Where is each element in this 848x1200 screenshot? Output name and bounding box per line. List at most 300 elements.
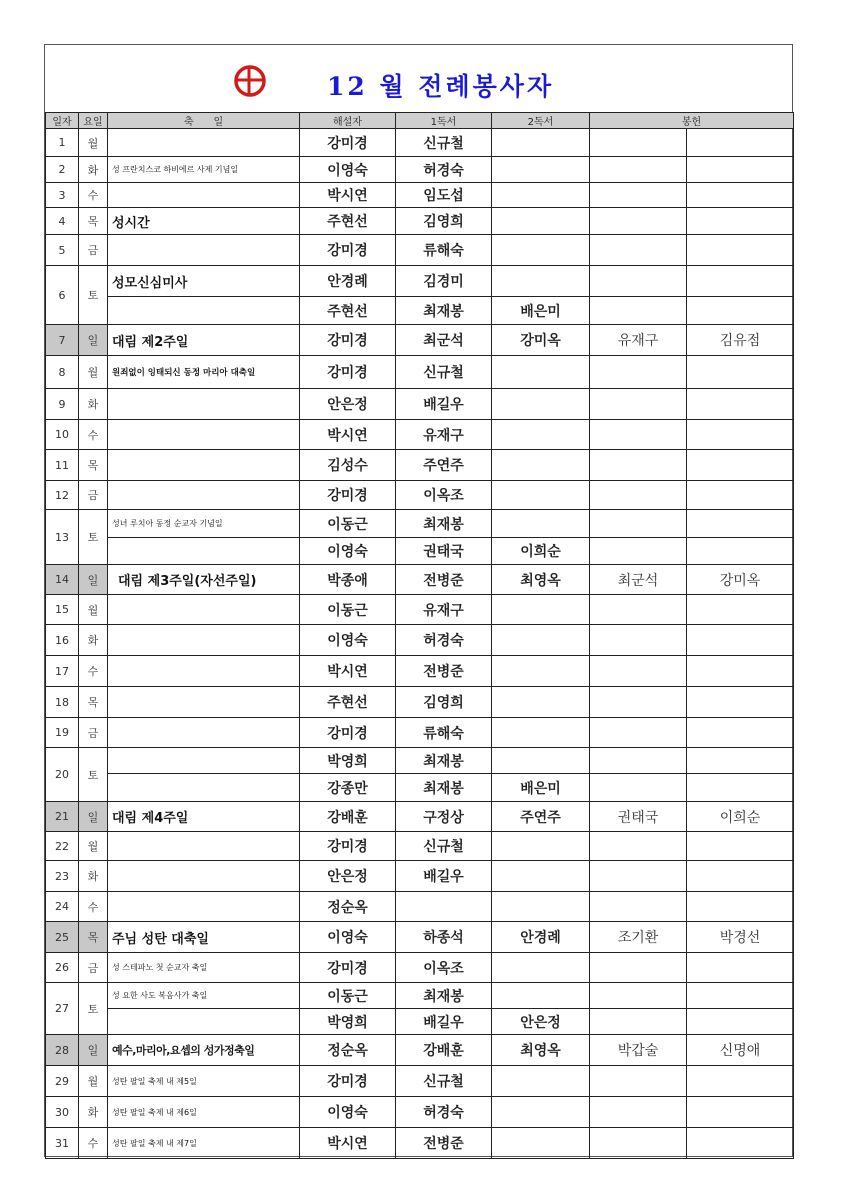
reader1-cell: 유재구 bbox=[396, 595, 492, 625]
reader2-cell: 이희순 bbox=[492, 538, 590, 565]
feast-cell bbox=[108, 656, 300, 687]
offertory2-cell: 박경선 bbox=[687, 922, 794, 953]
feast-cell bbox=[108, 538, 300, 565]
commentator-cell: 안경례 bbox=[300, 266, 396, 297]
offertory1-cell bbox=[590, 861, 687, 892]
feast-cell bbox=[108, 892, 300, 922]
feast-cell: 성탄 팔일 축제 내 제5일 bbox=[108, 1066, 300, 1097]
date-cell: 7 bbox=[46, 325, 79, 356]
offertory1-cell bbox=[590, 953, 687, 983]
weekday-cell: 일 bbox=[79, 565, 108, 595]
offertory2-cell: 김유점 bbox=[687, 325, 794, 356]
reader1-cell: 강배훈 bbox=[396, 1035, 492, 1066]
commentator-cell: 이영숙 bbox=[300, 1097, 396, 1128]
offertory2-cell bbox=[687, 983, 794, 1009]
weekday-cell: 화 bbox=[79, 157, 108, 183]
reader2-cell bbox=[492, 510, 590, 538]
offertory2-cell bbox=[687, 774, 794, 802]
table-row bbox=[46, 802, 794, 832]
schedule-table bbox=[45, 112, 794, 1159]
weekday-cell: 화 bbox=[79, 861, 108, 892]
feast-cell: 성녀 루치아 동정 순교자 기념일 bbox=[108, 510, 300, 538]
offertory2-cell bbox=[687, 861, 794, 892]
feast-cell bbox=[108, 861, 300, 892]
date-cell: 30 bbox=[46, 1097, 79, 1128]
feast-cell bbox=[108, 1009, 300, 1035]
feast-cell: 원죄없이 잉태되신 동정 마리아 대축일 bbox=[108, 356, 300, 389]
reader2-cell bbox=[492, 266, 590, 297]
offertory2-cell bbox=[687, 1128, 794, 1159]
date-cell: 3 bbox=[46, 183, 79, 208]
table-row bbox=[46, 1066, 794, 1097]
reader1-cell: 권태국 bbox=[396, 538, 492, 565]
commentator-cell: 이동근 bbox=[300, 983, 396, 1009]
feast-cell bbox=[108, 595, 300, 625]
commentator-cell: 박시연 bbox=[300, 1128, 396, 1159]
commentator-cell: 강미경 bbox=[300, 356, 396, 389]
reader2-cell bbox=[492, 157, 590, 183]
feast-cell bbox=[108, 389, 300, 420]
reader1-cell: 하종석 bbox=[396, 922, 492, 953]
page-title: 12 월 전례봉사자 bbox=[327, 72, 555, 101]
weekday-cell: 토 bbox=[79, 510, 108, 565]
table-row bbox=[46, 1128, 794, 1159]
offertory1-cell bbox=[590, 235, 687, 266]
table-row bbox=[46, 983, 794, 1009]
weekday-cell: 토 bbox=[79, 748, 108, 802]
offertory2-cell bbox=[687, 129, 794, 157]
header-reader1: 1독서 bbox=[396, 113, 492, 129]
commentator-cell: 주현선 bbox=[300, 297, 396, 325]
offertory2-cell bbox=[687, 183, 794, 208]
table-row bbox=[46, 625, 794, 656]
commentator-cell: 강미경 bbox=[300, 832, 396, 861]
commentator-cell: 안은정 bbox=[300, 389, 396, 420]
table-row bbox=[46, 748, 794, 774]
offertory1-cell bbox=[590, 481, 687, 510]
date-cell: 31 bbox=[46, 1128, 79, 1159]
date-cell: 16 bbox=[46, 625, 79, 656]
offertory2-cell bbox=[687, 832, 794, 861]
weekday-cell: 금 bbox=[79, 953, 108, 983]
reader2-cell bbox=[492, 595, 590, 625]
date-cell: 14 bbox=[46, 565, 79, 595]
commentator-cell: 이동근 bbox=[300, 510, 396, 538]
reader1-cell: 유재구 bbox=[396, 420, 492, 450]
feast-cell: 성탄 팔일 축제 내 제6일 bbox=[108, 1097, 300, 1128]
date-cell: 28 bbox=[46, 1035, 79, 1066]
feast-cell bbox=[108, 774, 300, 802]
reader2-cell: 배은미 bbox=[492, 774, 590, 802]
date-cell: 24 bbox=[46, 892, 79, 922]
table-row bbox=[46, 892, 794, 922]
offertory1-cell bbox=[590, 420, 687, 450]
offertory1-cell bbox=[590, 356, 687, 389]
offertory2-cell bbox=[687, 297, 794, 325]
offertory1-cell bbox=[590, 1128, 687, 1159]
table-row bbox=[46, 832, 794, 861]
offertory1-cell bbox=[590, 510, 687, 538]
reader1-cell: 최재봉 bbox=[396, 748, 492, 774]
reader1-cell bbox=[396, 892, 492, 922]
weekday-cell: 금 bbox=[79, 235, 108, 266]
offertory2-cell bbox=[687, 625, 794, 656]
offertory2-cell bbox=[687, 953, 794, 983]
table-row bbox=[46, 595, 794, 625]
date-cell: 9 bbox=[46, 389, 79, 420]
feast-cell bbox=[108, 297, 300, 325]
table-row bbox=[46, 656, 794, 687]
offertory1-cell bbox=[590, 129, 687, 157]
reader2-cell bbox=[492, 892, 590, 922]
offertory1-cell bbox=[590, 1009, 687, 1035]
weekday-cell: 월 bbox=[79, 356, 108, 389]
feast-cell bbox=[108, 129, 300, 157]
table-row bbox=[46, 861, 794, 892]
reader2-cell bbox=[492, 983, 590, 1009]
date-cell: 21 bbox=[46, 802, 79, 832]
offertory2-cell bbox=[687, 450, 794, 481]
feast-cell bbox=[108, 748, 300, 774]
offertory1-cell bbox=[590, 183, 687, 208]
offertory2-cell bbox=[687, 1066, 794, 1097]
weekday-cell: 월 bbox=[79, 832, 108, 861]
offertory2-cell bbox=[687, 1009, 794, 1035]
offertory2-cell bbox=[687, 208, 794, 235]
commentator-cell: 이동근 bbox=[300, 595, 396, 625]
reader2-cell bbox=[492, 481, 590, 510]
table-row bbox=[46, 774, 794, 802]
table-row bbox=[46, 565, 794, 595]
date-cell: 1 bbox=[46, 129, 79, 157]
feast-cell bbox=[108, 450, 300, 481]
table-row bbox=[46, 297, 794, 325]
table-row bbox=[46, 481, 794, 510]
reader2-cell bbox=[492, 953, 590, 983]
offertory2-cell bbox=[687, 718, 794, 748]
offertory1-cell: 최군석 bbox=[590, 565, 687, 595]
offertory1-cell bbox=[590, 297, 687, 325]
feast-cell bbox=[108, 481, 300, 510]
offertory1-cell bbox=[590, 718, 687, 748]
commentator-cell: 강미경 bbox=[300, 1066, 396, 1097]
reader2-cell: 안은정 bbox=[492, 1009, 590, 1035]
reader2-cell: 배은미 bbox=[492, 297, 590, 325]
reader1-cell: 최재봉 bbox=[396, 983, 492, 1009]
weekday-cell: 월 bbox=[79, 595, 108, 625]
offertory2-cell bbox=[687, 892, 794, 922]
reader2-cell bbox=[492, 208, 590, 235]
reader2-cell bbox=[492, 129, 590, 157]
table-row bbox=[46, 538, 794, 565]
date-cell: 13 bbox=[46, 510, 79, 565]
schedule-sheet bbox=[44, 44, 793, 1157]
feast-cell bbox=[108, 625, 300, 656]
commentator-cell: 정순옥 bbox=[300, 892, 396, 922]
feast-cell: 주님 성탄 대축일 bbox=[108, 922, 300, 953]
offertory2-cell: 강미옥 bbox=[687, 565, 794, 595]
weekday-cell: 월 bbox=[79, 1066, 108, 1097]
reader1-cell: 임도섭 bbox=[396, 183, 492, 208]
offertory2-cell bbox=[687, 157, 794, 183]
reader2-cell bbox=[492, 718, 590, 748]
offertory2-cell bbox=[687, 510, 794, 538]
feast-cell: 성 프란치스코 하비에르 사제 기념일 bbox=[108, 157, 300, 183]
feast-cell: 대림 제3주일(자선주일) bbox=[108, 565, 300, 595]
reader2-cell bbox=[492, 1097, 590, 1128]
commentator-cell: 박시연 bbox=[300, 420, 396, 450]
weekday-cell: 토 bbox=[79, 266, 108, 325]
commentator-cell: 이영숙 bbox=[300, 538, 396, 565]
weekday-cell: 화 bbox=[79, 625, 108, 656]
weekday-cell: 수 bbox=[79, 420, 108, 450]
date-cell: 15 bbox=[46, 595, 79, 625]
offertory2-cell bbox=[687, 687, 794, 718]
weekday-cell: 화 bbox=[79, 1097, 108, 1128]
offertory1-cell bbox=[590, 208, 687, 235]
date-cell: 20 bbox=[46, 748, 79, 802]
offertory1-cell bbox=[590, 1097, 687, 1128]
weekday-cell: 목 bbox=[79, 208, 108, 235]
reader2-cell bbox=[492, 1128, 590, 1159]
reader2-cell bbox=[492, 450, 590, 481]
date-cell: 18 bbox=[46, 687, 79, 718]
date-cell: 2 bbox=[46, 157, 79, 183]
weekday-cell: 화 bbox=[79, 389, 108, 420]
weekday-cell: 수 bbox=[79, 892, 108, 922]
commentator-cell: 김성수 bbox=[300, 450, 396, 481]
weekday-cell: 수 bbox=[79, 183, 108, 208]
offertory1-cell bbox=[590, 389, 687, 420]
weekday-cell: 목 bbox=[79, 450, 108, 481]
offertory2-cell bbox=[687, 656, 794, 687]
reader2-cell: 강미옥 bbox=[492, 325, 590, 356]
commentator-cell: 박영희 bbox=[300, 1009, 396, 1035]
reader1-cell: 최재봉 bbox=[396, 510, 492, 538]
commentator-cell: 주현선 bbox=[300, 687, 396, 718]
table-row bbox=[46, 356, 794, 389]
header-reader2: 2독서 bbox=[492, 113, 590, 129]
commentator-cell: 강미경 bbox=[300, 953, 396, 983]
commentator-cell: 강종만 bbox=[300, 774, 396, 802]
table-row bbox=[46, 687, 794, 718]
reader2-cell bbox=[492, 832, 590, 861]
reader2-cell bbox=[492, 356, 590, 389]
feast-cell: 예수,마리아,요셉의 성가정축일 bbox=[108, 1035, 300, 1066]
weekday-cell: 일 bbox=[79, 1035, 108, 1066]
reader1-cell: 허경숙 bbox=[396, 625, 492, 656]
reader2-cell bbox=[492, 861, 590, 892]
offertory2-cell: 이희순 bbox=[687, 802, 794, 832]
commentator-cell: 박종애 bbox=[300, 565, 396, 595]
reader1-cell: 김영희 bbox=[396, 687, 492, 718]
date-cell: 26 bbox=[46, 953, 79, 983]
reader2-cell: 안경례 bbox=[492, 922, 590, 953]
feast-cell: 성시간 bbox=[108, 208, 300, 235]
offertory1-cell bbox=[590, 157, 687, 183]
date-cell: 12 bbox=[46, 481, 79, 510]
reader1-cell: 허경숙 bbox=[396, 1097, 492, 1128]
offertory1-cell bbox=[590, 625, 687, 656]
reader1-cell: 이옥조 bbox=[396, 953, 492, 983]
feast-cell bbox=[108, 832, 300, 861]
reader2-cell bbox=[492, 389, 590, 420]
commentator-cell: 강배훈 bbox=[300, 802, 396, 832]
feast-cell: 대림 제4주일 bbox=[108, 802, 300, 832]
reader1-cell: 김경미 bbox=[396, 266, 492, 297]
offertory1-cell bbox=[590, 892, 687, 922]
header-dow: 요일 bbox=[79, 113, 108, 129]
reader2-cell bbox=[492, 656, 590, 687]
reader2-cell bbox=[492, 625, 590, 656]
offertory1-cell bbox=[590, 832, 687, 861]
header-date: 일자 bbox=[46, 113, 79, 129]
table-row bbox=[46, 1097, 794, 1128]
header-row bbox=[46, 113, 794, 129]
commentator-cell: 강미경 bbox=[300, 235, 396, 266]
weekday-cell: 목 bbox=[79, 922, 108, 953]
offertory2-cell bbox=[687, 748, 794, 774]
commentator-cell: 강미경 bbox=[300, 129, 396, 157]
reader1-cell: 구정상 bbox=[396, 802, 492, 832]
commentator-cell: 이영숙 bbox=[300, 157, 396, 183]
weekday-cell: 수 bbox=[79, 656, 108, 687]
table-row bbox=[46, 1035, 794, 1066]
date-cell: 19 bbox=[46, 718, 79, 748]
offertory2-cell bbox=[687, 1097, 794, 1128]
reader1-cell: 신규철 bbox=[396, 356, 492, 389]
reader2-cell bbox=[492, 235, 590, 266]
weekday-cell: 목 bbox=[79, 687, 108, 718]
weekday-cell: 일 bbox=[79, 325, 108, 356]
reader2-cell bbox=[492, 1066, 590, 1097]
reader1-cell: 전병준 bbox=[396, 1128, 492, 1159]
date-cell: 27 bbox=[46, 983, 79, 1035]
header-offertory: 봉헌 bbox=[590, 113, 794, 129]
commentator-cell: 강미경 bbox=[300, 325, 396, 356]
reader1-cell: 최재봉 bbox=[396, 297, 492, 325]
reader1-cell: 배길우 bbox=[396, 389, 492, 420]
table-row bbox=[46, 389, 794, 420]
weekday-cell: 금 bbox=[79, 481, 108, 510]
date-cell: 23 bbox=[46, 861, 79, 892]
reader1-cell: 이옥조 bbox=[396, 481, 492, 510]
table-row bbox=[46, 922, 794, 953]
table-row bbox=[46, 953, 794, 983]
commentator-cell: 정순옥 bbox=[300, 1035, 396, 1066]
reader2-cell: 최영옥 bbox=[492, 1035, 590, 1066]
feast-cell bbox=[108, 183, 300, 208]
reader1-cell: 신규철 bbox=[396, 832, 492, 861]
commentator-cell: 박시연 bbox=[300, 656, 396, 687]
reader1-cell: 류해숙 bbox=[396, 718, 492, 748]
date-cell: 29 bbox=[46, 1066, 79, 1097]
feast-cell: 대림 제2주일 bbox=[108, 325, 300, 356]
weekday-cell: 월 bbox=[79, 129, 108, 157]
offertory1-cell bbox=[590, 1066, 687, 1097]
date-cell: 11 bbox=[46, 450, 79, 481]
feast-cell: 성탄 팔일 축제 내 제7일 bbox=[108, 1128, 300, 1159]
commentator-cell: 이영숙 bbox=[300, 922, 396, 953]
offertory2-cell bbox=[687, 538, 794, 565]
date-cell: 4 bbox=[46, 208, 79, 235]
feast-cell bbox=[108, 235, 300, 266]
offertory2-cell bbox=[687, 481, 794, 510]
offertory1-cell bbox=[590, 538, 687, 565]
reader1-cell: 배길우 bbox=[396, 1009, 492, 1035]
reader1-cell: 전병준 bbox=[396, 565, 492, 595]
commentator-cell: 강미경 bbox=[300, 481, 396, 510]
header-commentator: 해설자 bbox=[300, 113, 396, 129]
offertory1-cell bbox=[590, 774, 687, 802]
table-row bbox=[46, 718, 794, 748]
reader1-cell: 배길우 bbox=[396, 861, 492, 892]
reader1-cell: 류해숙 bbox=[396, 235, 492, 266]
feast-cell: 성 요한 사도 복음사가 축일 bbox=[108, 983, 300, 1009]
table-row bbox=[46, 129, 794, 157]
feast-cell bbox=[108, 420, 300, 450]
reader1-cell: 김영희 bbox=[396, 208, 492, 235]
commentator-cell: 안은정 bbox=[300, 861, 396, 892]
reader1-cell: 전병준 bbox=[396, 656, 492, 687]
offertory1-cell bbox=[590, 656, 687, 687]
offertory1-cell bbox=[590, 450, 687, 481]
feast-cell: 성모신심미사 bbox=[108, 266, 300, 297]
commentator-cell: 박영희 bbox=[300, 748, 396, 774]
weekday-cell: 토 bbox=[79, 983, 108, 1035]
weekday-cell: 일 bbox=[79, 802, 108, 832]
reader2-cell bbox=[492, 420, 590, 450]
weekday-cell: 금 bbox=[79, 718, 108, 748]
date-cell: 25 bbox=[46, 922, 79, 953]
weekday-cell: 수 bbox=[79, 1128, 108, 1159]
reader2-cell bbox=[492, 687, 590, 718]
table-row bbox=[46, 235, 794, 266]
feast-cell bbox=[108, 718, 300, 748]
offertory2-cell bbox=[687, 595, 794, 625]
offertory2-cell bbox=[687, 420, 794, 450]
date-cell: 6 bbox=[46, 266, 79, 325]
table-row bbox=[46, 208, 794, 235]
offertory2-cell bbox=[687, 266, 794, 297]
offertory2-cell bbox=[687, 389, 794, 420]
reader1-cell: 허경숙 bbox=[396, 157, 492, 183]
offertory1-cell: 유재구 bbox=[590, 325, 687, 356]
table-row bbox=[46, 325, 794, 356]
offertory1-cell bbox=[590, 983, 687, 1009]
reader1-cell: 최재봉 bbox=[396, 774, 492, 802]
feast-cell: 성 스테파노 첫 순교자 축일 bbox=[108, 953, 300, 983]
date-cell: 8 bbox=[46, 356, 79, 389]
table-row bbox=[46, 450, 794, 481]
table-row bbox=[46, 157, 794, 183]
offertory1-cell: 조기환 bbox=[590, 922, 687, 953]
offertory2-cell bbox=[687, 235, 794, 266]
reader2-cell: 주연주 bbox=[492, 802, 590, 832]
offertory2-cell: 신명애 bbox=[687, 1035, 794, 1066]
reader1-cell: 신규철 bbox=[396, 1066, 492, 1097]
cross-in-circle-icon bbox=[232, 63, 268, 99]
table-row bbox=[46, 420, 794, 450]
offertory1-cell bbox=[590, 266, 687, 297]
reader2-cell bbox=[492, 748, 590, 774]
offertory1-cell bbox=[590, 687, 687, 718]
reader1-cell: 신규철 bbox=[396, 129, 492, 157]
commentator-cell: 이영숙 bbox=[300, 625, 396, 656]
offertory1-cell: 권태국 bbox=[590, 802, 687, 832]
reader2-cell bbox=[492, 183, 590, 208]
reader2-cell: 최영옥 bbox=[492, 565, 590, 595]
